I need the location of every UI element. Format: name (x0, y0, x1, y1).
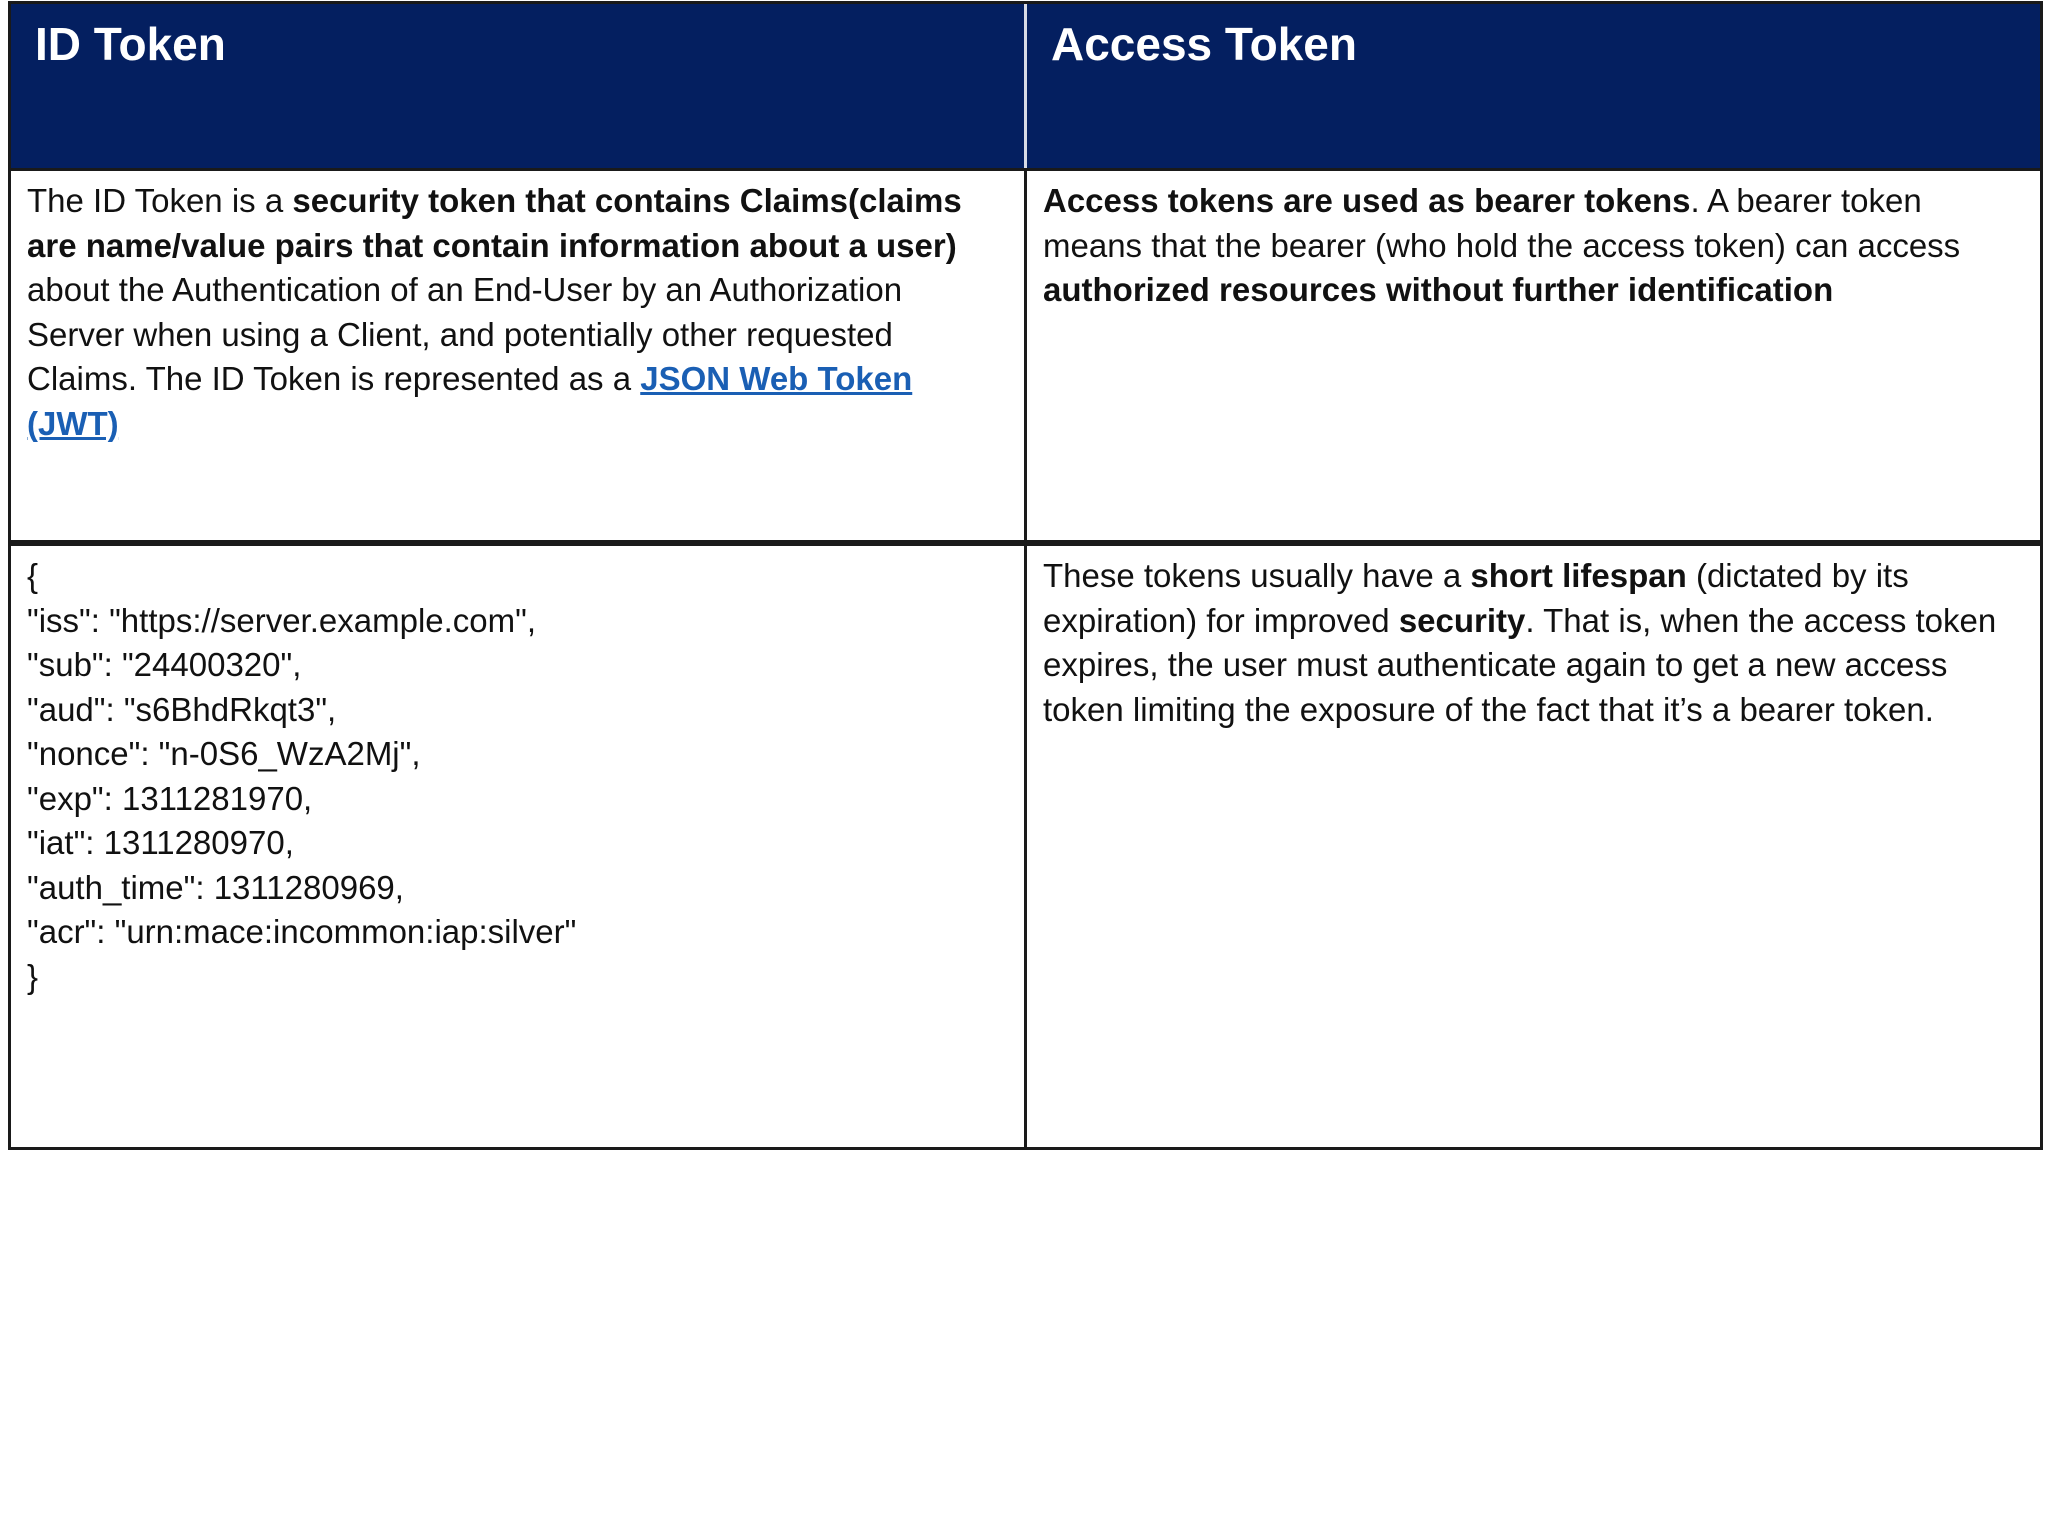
lifespan-text-1: These tokens usually have a (1043, 557, 1471, 594)
access-token-description (1027, 168, 2040, 543)
comparison-table (8, 1, 2043, 1150)
id-token-example-line: "exp": 1311281970, (27, 779, 313, 817)
id-token-example-line: "auth_time": 1311280969, (27, 868, 404, 906)
id-token-description (11, 168, 1027, 543)
id-token-example-line: "aud": "s6BhdRkqt3", (27, 690, 337, 728)
access-token-desc-text-1: . A bearer token means that the bearer (who hold the access token) can access (1043, 182, 1961, 264)
id-token-example-line: } (27, 957, 39, 995)
access-token-desc-bold-2: authorized resources without further identification (1043, 271, 1834, 308)
id-token-desc-text-1: The ID Token is a (27, 182, 293, 219)
id-token-example-line: "nonce": "n-0S6_WzA2Mj", (27, 735, 421, 772)
header-access-token (1027, 4, 2040, 168)
id-token-example-line: "iat": 1311280970, (27, 824, 294, 861)
id-token-example (11, 543, 1027, 1147)
id-token-example-line: "acr": "urn:mace:incommon:iap:silver" (27, 913, 577, 950)
id-token-example-line: "iss": "https://server.example.com", (27, 601, 537, 639)
header-access-token-label: Access Token (1051, 18, 1357, 70)
header-id-token-label: ID Token (35, 18, 226, 70)
lifespan-text-3: . That is, when the access token expires, the user must authenticate again to get a new access token limiting the exposure of the fact that it’s a bearer token. (1043, 601, 1997, 728)
lifespan-bold-2: security (1398, 601, 1526, 639)
id-token-example-line: { (27, 557, 39, 594)
access-token-lifespan (1027, 543, 2040, 1147)
lifespan-text-2: (dictated by its expiration) for improved (1043, 557, 1909, 639)
jwt-link[interactable]: JSON Web Token (JWT) (27, 360, 913, 442)
id-token-example-line: "sub": "24400320", (27, 646, 302, 683)
id-token-desc-bold-1: security token that contains Claims(claims are name/value pairs that contain information about a user) (27, 182, 962, 264)
id-token-desc-text-2: about the Authentication of an End-User by an Authorization Server when using a Client, and potentially other requested Claims. The ID Token is represented as a (27, 271, 903, 397)
header-id-token (11, 4, 1027, 168)
access-token-desc-bold-1: Access tokens are used as bearer tokens (1043, 182, 1691, 219)
lifespan-bold-1: short lifespan (1470, 557, 1687, 594)
